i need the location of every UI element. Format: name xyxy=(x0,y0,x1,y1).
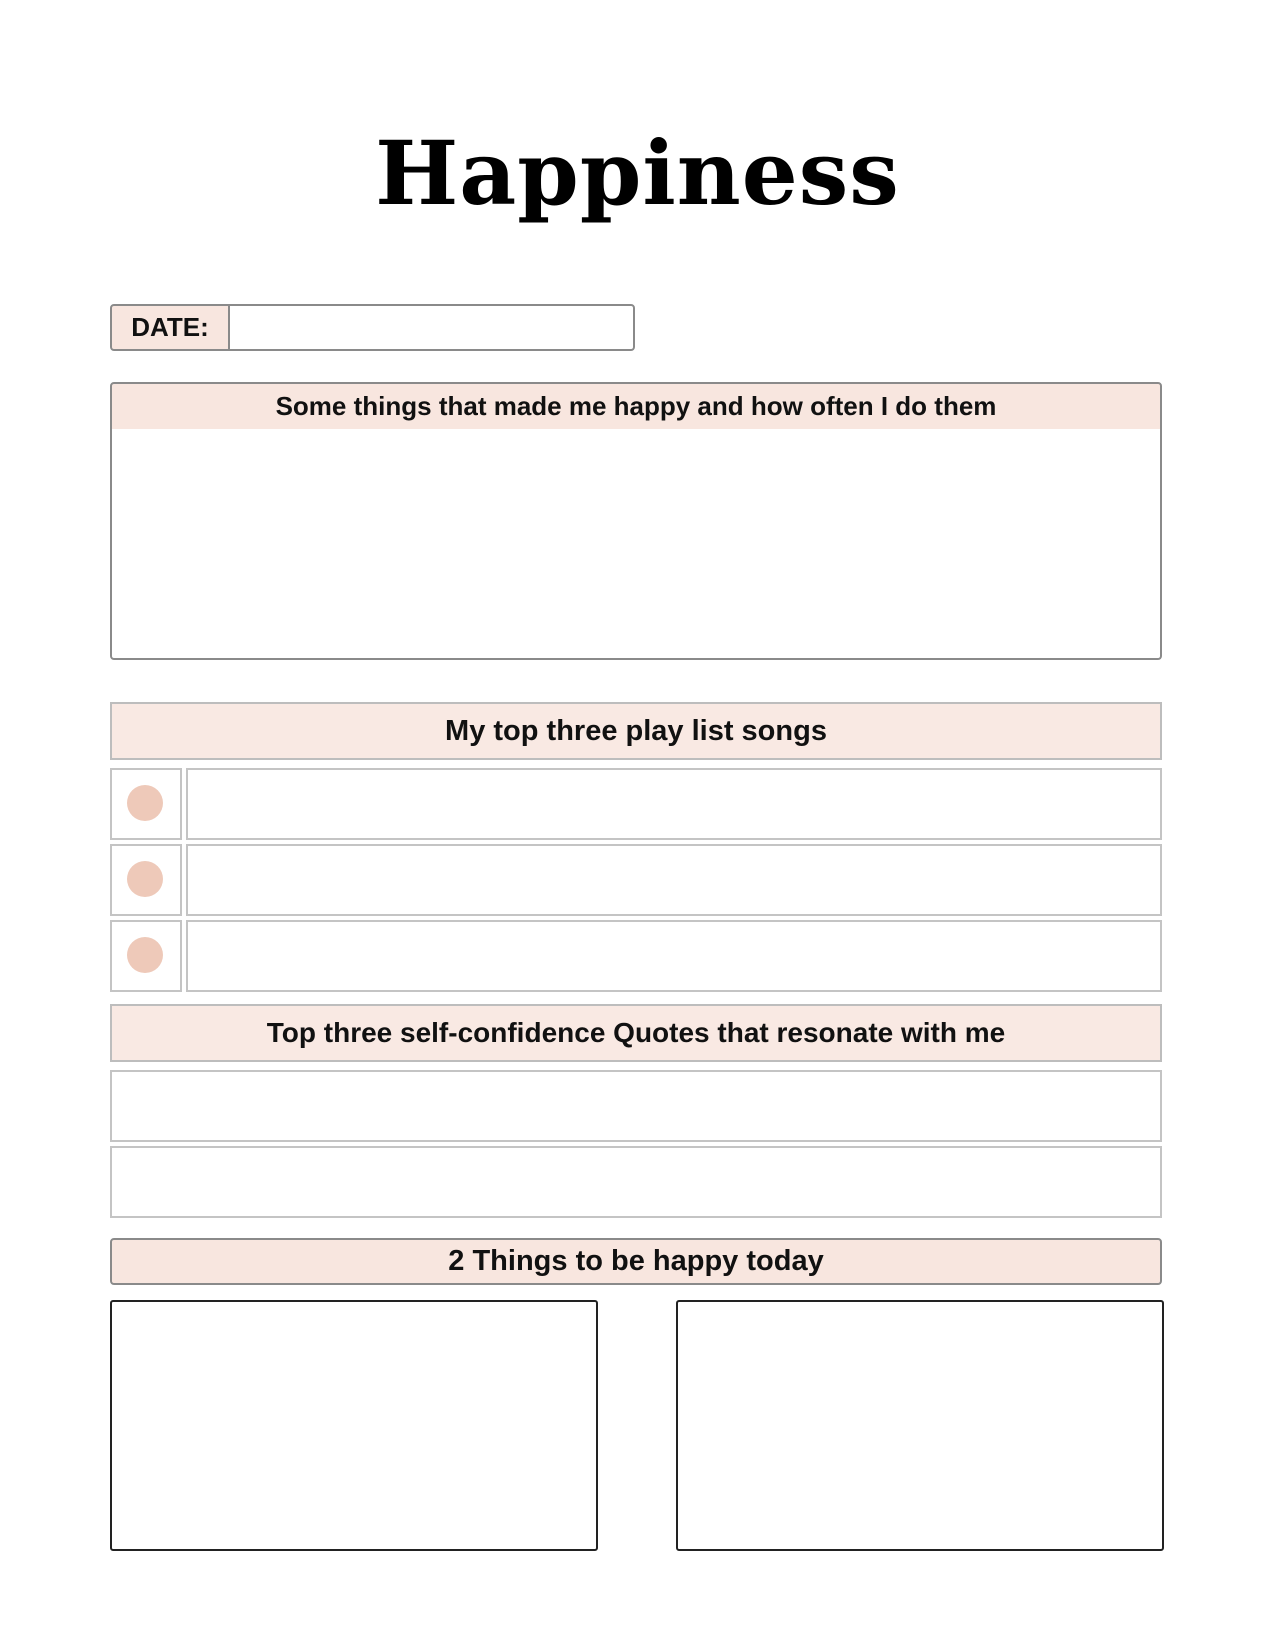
song-field-2[interactable] xyxy=(186,844,1162,916)
page-title: Happiness xyxy=(375,121,900,225)
bullet-dot-icon xyxy=(127,937,163,973)
date-label: DATE: xyxy=(110,304,230,351)
song-bullet-2 xyxy=(110,844,182,916)
today-heading: 2 Things to be happy today xyxy=(110,1238,1162,1285)
song-field-1[interactable] xyxy=(186,768,1162,840)
happy-things-field[interactable] xyxy=(110,429,1162,660)
bullet-dot-icon xyxy=(127,785,163,821)
songs-heading: My top three play list songs xyxy=(110,702,1162,760)
date-field[interactable] xyxy=(228,304,635,351)
quote-field-1[interactable] xyxy=(110,1070,1162,1142)
quote-field-2[interactable] xyxy=(110,1146,1162,1218)
happy-thing-box-1[interactable] xyxy=(110,1300,598,1551)
song-bullet-3 xyxy=(110,920,182,992)
song-field-3[interactable] xyxy=(186,920,1162,992)
happy-thing-box-2[interactable] xyxy=(676,1300,1164,1551)
song-bullet-1 xyxy=(110,768,182,840)
happy-things-heading: Some things that made me happy and how often I do them xyxy=(110,382,1162,431)
quotes-heading: Top three self-confidence Quotes that resonate with me xyxy=(110,1004,1162,1062)
bullet-dot-icon xyxy=(127,861,163,897)
